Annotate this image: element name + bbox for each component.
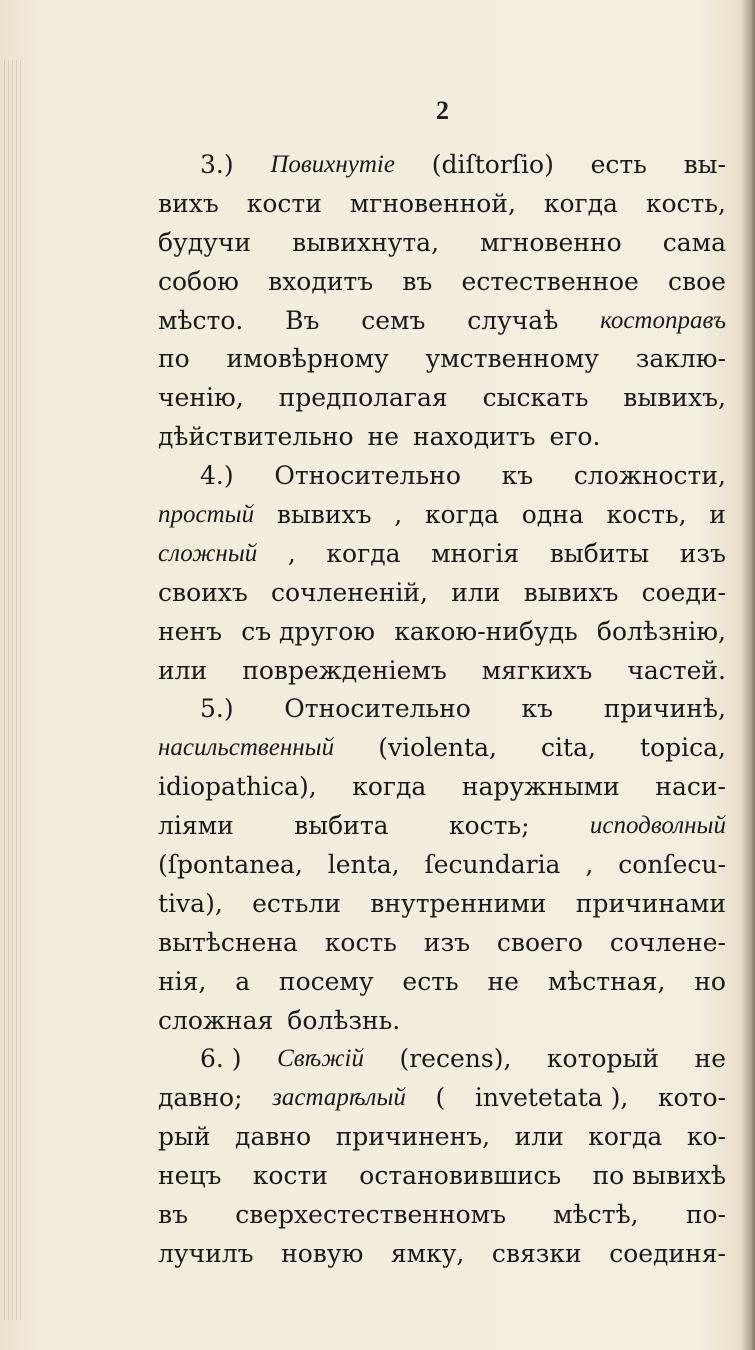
word: ко- <box>686 1122 726 1152</box>
word: вихъ <box>158 188 219 218</box>
text-line <box>158 729 726 768</box>
text-line <box>158 613 726 652</box>
word: вы- <box>683 150 726 179</box>
word: кость, <box>606 500 687 530</box>
word: болѣзнію, <box>596 616 726 646</box>
word: посему <box>278 966 374 996</box>
word: вывихъ <box>523 577 619 607</box>
text-line <box>158 652 726 691</box>
text-line <box>158 302 726 341</box>
word: не <box>367 422 400 452</box>
italic-term: застарѣлый <box>272 1084 406 1112</box>
word: есть <box>590 150 647 179</box>
word: мѣстѣ, <box>553 1200 639 1230</box>
word: 6. ) <box>200 1044 242 1074</box>
text-line <box>158 846 726 885</box>
word: и <box>709 500 726 530</box>
word: нія, <box>158 966 207 996</box>
word: (recens), <box>399 1044 512 1074</box>
word: съ другою <box>241 616 376 646</box>
text-line <box>158 263 726 302</box>
word: причинами <box>575 888 726 918</box>
word: кости <box>246 188 322 218</box>
word: выбита <box>294 811 389 841</box>
word: ямку, <box>390 1238 465 1268</box>
word: соединя- <box>609 1238 726 1268</box>
word: , <box>394 500 403 530</box>
word: (ſpontanea, <box>158 850 303 880</box>
word: мѣстная, <box>547 966 666 996</box>
text-line <box>158 1079 726 1118</box>
word: Относительно <box>284 694 471 724</box>
word: ліями <box>158 811 234 841</box>
word: , <box>287 538 296 568</box>
word: внутренними <box>370 888 547 918</box>
word: который <box>546 1044 660 1074</box>
text-line <box>158 379 726 418</box>
word: умственному <box>425 344 599 374</box>
word: вытѣснена <box>158 927 298 957</box>
word: давно <box>235 1122 312 1152</box>
word: (violenta, <box>378 733 497 763</box>
word: или <box>514 1122 564 1152</box>
word: сочлене- <box>609 927 726 957</box>
text-line <box>158 885 726 924</box>
italic-term: насильственный <box>158 734 335 762</box>
word: вывихъ, <box>623 383 726 413</box>
word: соеди- <box>641 577 726 607</box>
word: 5.) <box>200 694 234 724</box>
word: есть <box>402 966 459 996</box>
word: сыскать <box>482 383 589 413</box>
word: ченію, <box>158 383 244 413</box>
word: tiva), <box>158 888 223 918</box>
word: мѣсто. <box>158 305 244 335</box>
word: idiopathica), <box>158 772 317 802</box>
word: къ <box>521 694 554 724</box>
word: кость; <box>448 811 530 841</box>
word: какою-нибудь <box>394 616 578 646</box>
text-line <box>158 1235 726 1274</box>
word: одна <box>521 500 584 530</box>
word: lenta, <box>327 850 400 880</box>
word: 3.) <box>200 150 234 179</box>
text-line <box>158 768 726 807</box>
word: ( <box>435 1083 446 1113</box>
text-line <box>158 963 726 1002</box>
word: причинѣ, <box>603 694 726 724</box>
word: въ <box>402 266 433 296</box>
word: когда <box>424 500 499 530</box>
text-line <box>158 574 726 613</box>
word: Относительно <box>274 461 461 491</box>
word: выбиты <box>549 538 650 568</box>
word: кости <box>252 1161 328 1191</box>
text-line <box>158 457 726 496</box>
word: кость, <box>645 188 726 218</box>
word: предполагая <box>278 383 448 413</box>
word: кость <box>324 927 397 957</box>
word: болѣзнь. <box>287 1005 401 1035</box>
word: собою <box>158 266 239 296</box>
word: имовѣрному <box>226 344 389 374</box>
word: частей. <box>627 655 726 685</box>
word: когда <box>588 1122 663 1152</box>
italic-term: Повихнутіе <box>270 151 395 178</box>
word: но <box>694 966 726 996</box>
word: conſecu- <box>618 850 726 880</box>
word: рый <box>158 1122 211 1152</box>
word: случаѣ <box>467 305 559 335</box>
text-line <box>158 807 726 846</box>
word: cita, <box>541 733 596 763</box>
text-line <box>158 535 726 574</box>
italic-term: Свѣжій <box>277 1045 364 1073</box>
word: ненъ <box>158 616 223 646</box>
italic-term: исподволный <box>589 812 726 840</box>
text-line <box>158 1118 726 1157</box>
word: вывихъ <box>276 500 372 530</box>
word: ſecundaria <box>424 850 561 880</box>
word: дѣйствительно <box>158 422 354 452</box>
word: находитъ <box>413 422 536 452</box>
text-line <box>158 496 726 535</box>
word: мгновенной, <box>349 188 516 218</box>
word: естьли <box>252 888 341 918</box>
word: invetetata ), <box>474 1083 629 1113</box>
word: сама <box>662 227 726 257</box>
word: остановившись <box>359 1161 562 1191</box>
word: мягкихъ <box>481 655 593 685</box>
text-line <box>158 185 726 224</box>
text-line <box>158 224 726 263</box>
word: своего <box>496 927 583 957</box>
word: когда <box>352 772 427 802</box>
word: входитъ <box>268 266 374 296</box>
word: многія <box>431 538 520 568</box>
word: поврежденіемъ <box>242 655 447 685</box>
word: связки <box>491 1238 582 1268</box>
word: къ <box>501 461 534 491</box>
text-line <box>158 418 726 457</box>
word: сложности, <box>573 461 726 491</box>
word: давно; <box>158 1083 243 1113</box>
italic-term: простый <box>158 501 255 529</box>
word: не <box>694 1044 726 1074</box>
word: въ <box>158 1200 188 1230</box>
word: по вывихѣ <box>592 1161 726 1191</box>
word: изъ <box>679 538 726 568</box>
word: нецъ <box>158 1161 222 1191</box>
word: свое <box>668 266 726 296</box>
text-line <box>158 1002 726 1041</box>
word: своихъ <box>158 577 248 607</box>
word: по <box>158 344 190 374</box>
text-line <box>158 1040 726 1079</box>
word: сверхестественномъ <box>235 1200 507 1230</box>
text-line <box>158 1157 726 1196</box>
italic-term: костоправъ <box>600 306 726 334</box>
word: 4.) <box>200 461 234 491</box>
word: или <box>158 655 208 685</box>
text-line <box>158 924 726 963</box>
word: (diſtorſio) <box>431 150 554 179</box>
word: будучи <box>158 227 252 257</box>
word: заклю- <box>635 344 726 374</box>
word: а <box>235 966 251 996</box>
word: не <box>487 966 519 996</box>
word: новую <box>281 1238 364 1268</box>
word: topica, <box>640 733 726 763</box>
word: сложная <box>158 1005 274 1035</box>
word: вывихнута, <box>292 227 440 257</box>
word: или <box>451 577 501 607</box>
word: сочлененій, <box>271 577 428 607</box>
word: мгновенно <box>480 227 622 257</box>
word: семъ <box>361 305 426 335</box>
body-text <box>158 146 726 1274</box>
text-line <box>158 146 726 185</box>
word: когда <box>326 538 401 568</box>
word: Въ <box>285 305 320 335</box>
page-edge-shadow <box>741 0 755 1350</box>
word: естественное <box>461 266 639 296</box>
word: его. <box>549 422 601 452</box>
word: , <box>585 850 594 880</box>
italic-term: сложный <box>158 539 258 567</box>
binding-edge <box>4 60 22 1320</box>
text-line <box>158 340 726 379</box>
word: лучилъ <box>158 1238 254 1268</box>
word: по- <box>685 1200 726 1230</box>
page-number: 2 <box>436 96 449 125</box>
word: наси- <box>655 772 726 802</box>
text-line <box>158 690 726 729</box>
word: наружными <box>461 772 620 802</box>
word: когда <box>543 188 618 218</box>
text-line <box>158 1196 726 1235</box>
word: изъ <box>423 927 470 957</box>
word: причиненъ, <box>335 1122 491 1152</box>
word: кото- <box>657 1083 726 1113</box>
